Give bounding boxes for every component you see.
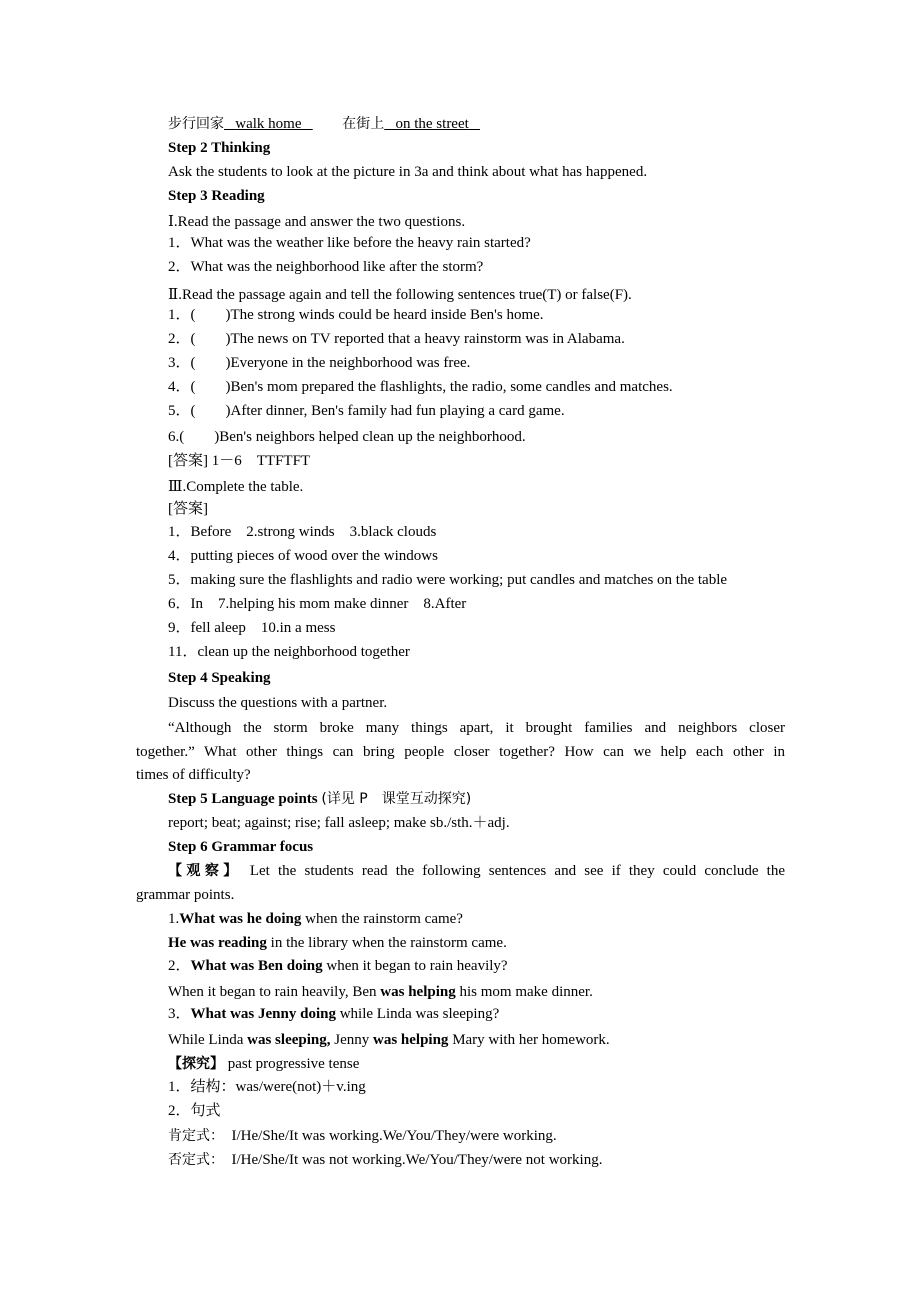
explore-label: 【探究】 <box>168 1056 224 1072</box>
part2-heading: Ⅱ.Read the passage again and tell the following sentences true(T) or false(F). <box>168 287 632 303</box>
example-answer: When it began to rain heavily, Ben was helping his mom make dinner. <box>168 984 593 1000</box>
part2-item: 6.( )Ben's neighbors helped clean up the neighborhood. <box>168 429 526 445</box>
part3-answer: 9．fell aleep 10.in a mess <box>168 620 336 636</box>
step4-paragraph-line: “Although the storm broke many things apart, it brought families and neighbors closer <box>168 720 785 736</box>
example-question: 3．What was Jenny doing while Linda was sleeping? <box>168 1006 500 1022</box>
part2-item: 5．( )After dinner, Ben's family had fun playing a card game. <box>168 403 565 419</box>
example-answer: He was reading in the library when the rainstorm came. <box>168 935 507 951</box>
part3-heading: Ⅲ.Complete the table. <box>168 479 304 495</box>
step2-title: Step 2 Thinking <box>168 140 271 156</box>
part3-answer: 4．putting pieces of wood over the windows <box>168 548 438 564</box>
observe-line2: grammar points. <box>136 887 235 903</box>
part3-answer: 11．clean up the neighborhood together <box>168 644 410 660</box>
step4-paragraph-line: times of difficulty? <box>136 767 251 783</box>
vocab-line <box>168 114 480 134</box>
vocab-cn-1: 步行回家 <box>168 116 224 132</box>
step3-title: Step 3 Reading <box>168 188 265 204</box>
observe-line <box>136 861 785 881</box>
affirmative-line: 肯定式： I/He/She/It was working.We/You/They/were working. <box>168 1128 557 1144</box>
part2-item: 2．( )The news on TV reported that a heavy rainstorm was in Alabama. <box>168 331 625 347</box>
part2-item: 4．( )Ben's mom prepared the flashlights, the radio, some candles and matches. <box>168 379 673 395</box>
part2-answer: [答案] 1－6 TTFTFT <box>168 453 311 469</box>
example-question: 1.What was he doing when the rainstorm came? <box>168 911 463 927</box>
part3-answer: 6．In 7.helping his mom make dinner 8.After <box>168 596 467 612</box>
part2-item: 1．( )The strong winds could be heard inside Ben's home. <box>168 307 544 323</box>
part3-answer: 5．making sure the flashlights and radio were working; put candles and matches on the table <box>168 572 728 588</box>
step6-title: Step 6 Grammar focus <box>168 839 314 855</box>
step5-title: Step 5 Language points <box>168 791 318 807</box>
part1-question: 1．What was the weather like before the heavy rain started? <box>168 235 531 251</box>
observe-label: 【观察】 <box>168 863 242 879</box>
step5-heading <box>168 789 471 809</box>
step4-line1: Discuss the questions with a partner. <box>168 695 388 711</box>
explore-line: 【探究】 past progressive tense <box>168 1056 360 1072</box>
vocab-en-1: walk home <box>235 116 302 132</box>
structure-line: 1．结构：was/were(not)＋v.ing <box>168 1079 366 1095</box>
step4-paragraph-line: together.” What other things can bring people closer together? How can we help each other in <box>136 744 785 760</box>
part1-heading: Ⅰ.Read the passage and answer the two questions. <box>168 214 466 230</box>
example-question: 2．What was Ben doing when it began to rain heavily? <box>168 958 508 974</box>
part2-item: 3．( )Everyone in the neighborhood was free. <box>168 355 471 371</box>
negative-line: 否定式： I/He/She/It was not working.We/You/They/were not working. <box>168 1152 603 1168</box>
part3-answer: 1．Before 2.strong winds 3.black clouds <box>168 524 437 540</box>
step5-text: report; beat; against; rise; fall asleep; make sb./sth.＋adj. <box>168 815 510 831</box>
part1-question: 2．What was the neighborhood like after the storm? <box>168 259 484 275</box>
observe-text: Let the students read the following sentences and see if they could conclude the <box>249 863 786 879</box>
step2-text: Ask the students to look at the picture in 3a and think about what has happened. <box>168 164 648 180</box>
pattern-line: 2．句式 <box>168 1103 221 1119</box>
example-answer: While Linda was sleeping, Jenny was helping Mary with her homework. <box>168 1032 610 1048</box>
step4-title: Step 4 Speaking <box>168 670 271 686</box>
step5-note: (详见 P 课堂互动探究) <box>321 791 472 807</box>
vocab-en-2: on the street <box>395 116 469 132</box>
part3-answer-label: [答案] <box>168 501 208 517</box>
vocab-cn-2: 在街上 <box>342 116 385 132</box>
